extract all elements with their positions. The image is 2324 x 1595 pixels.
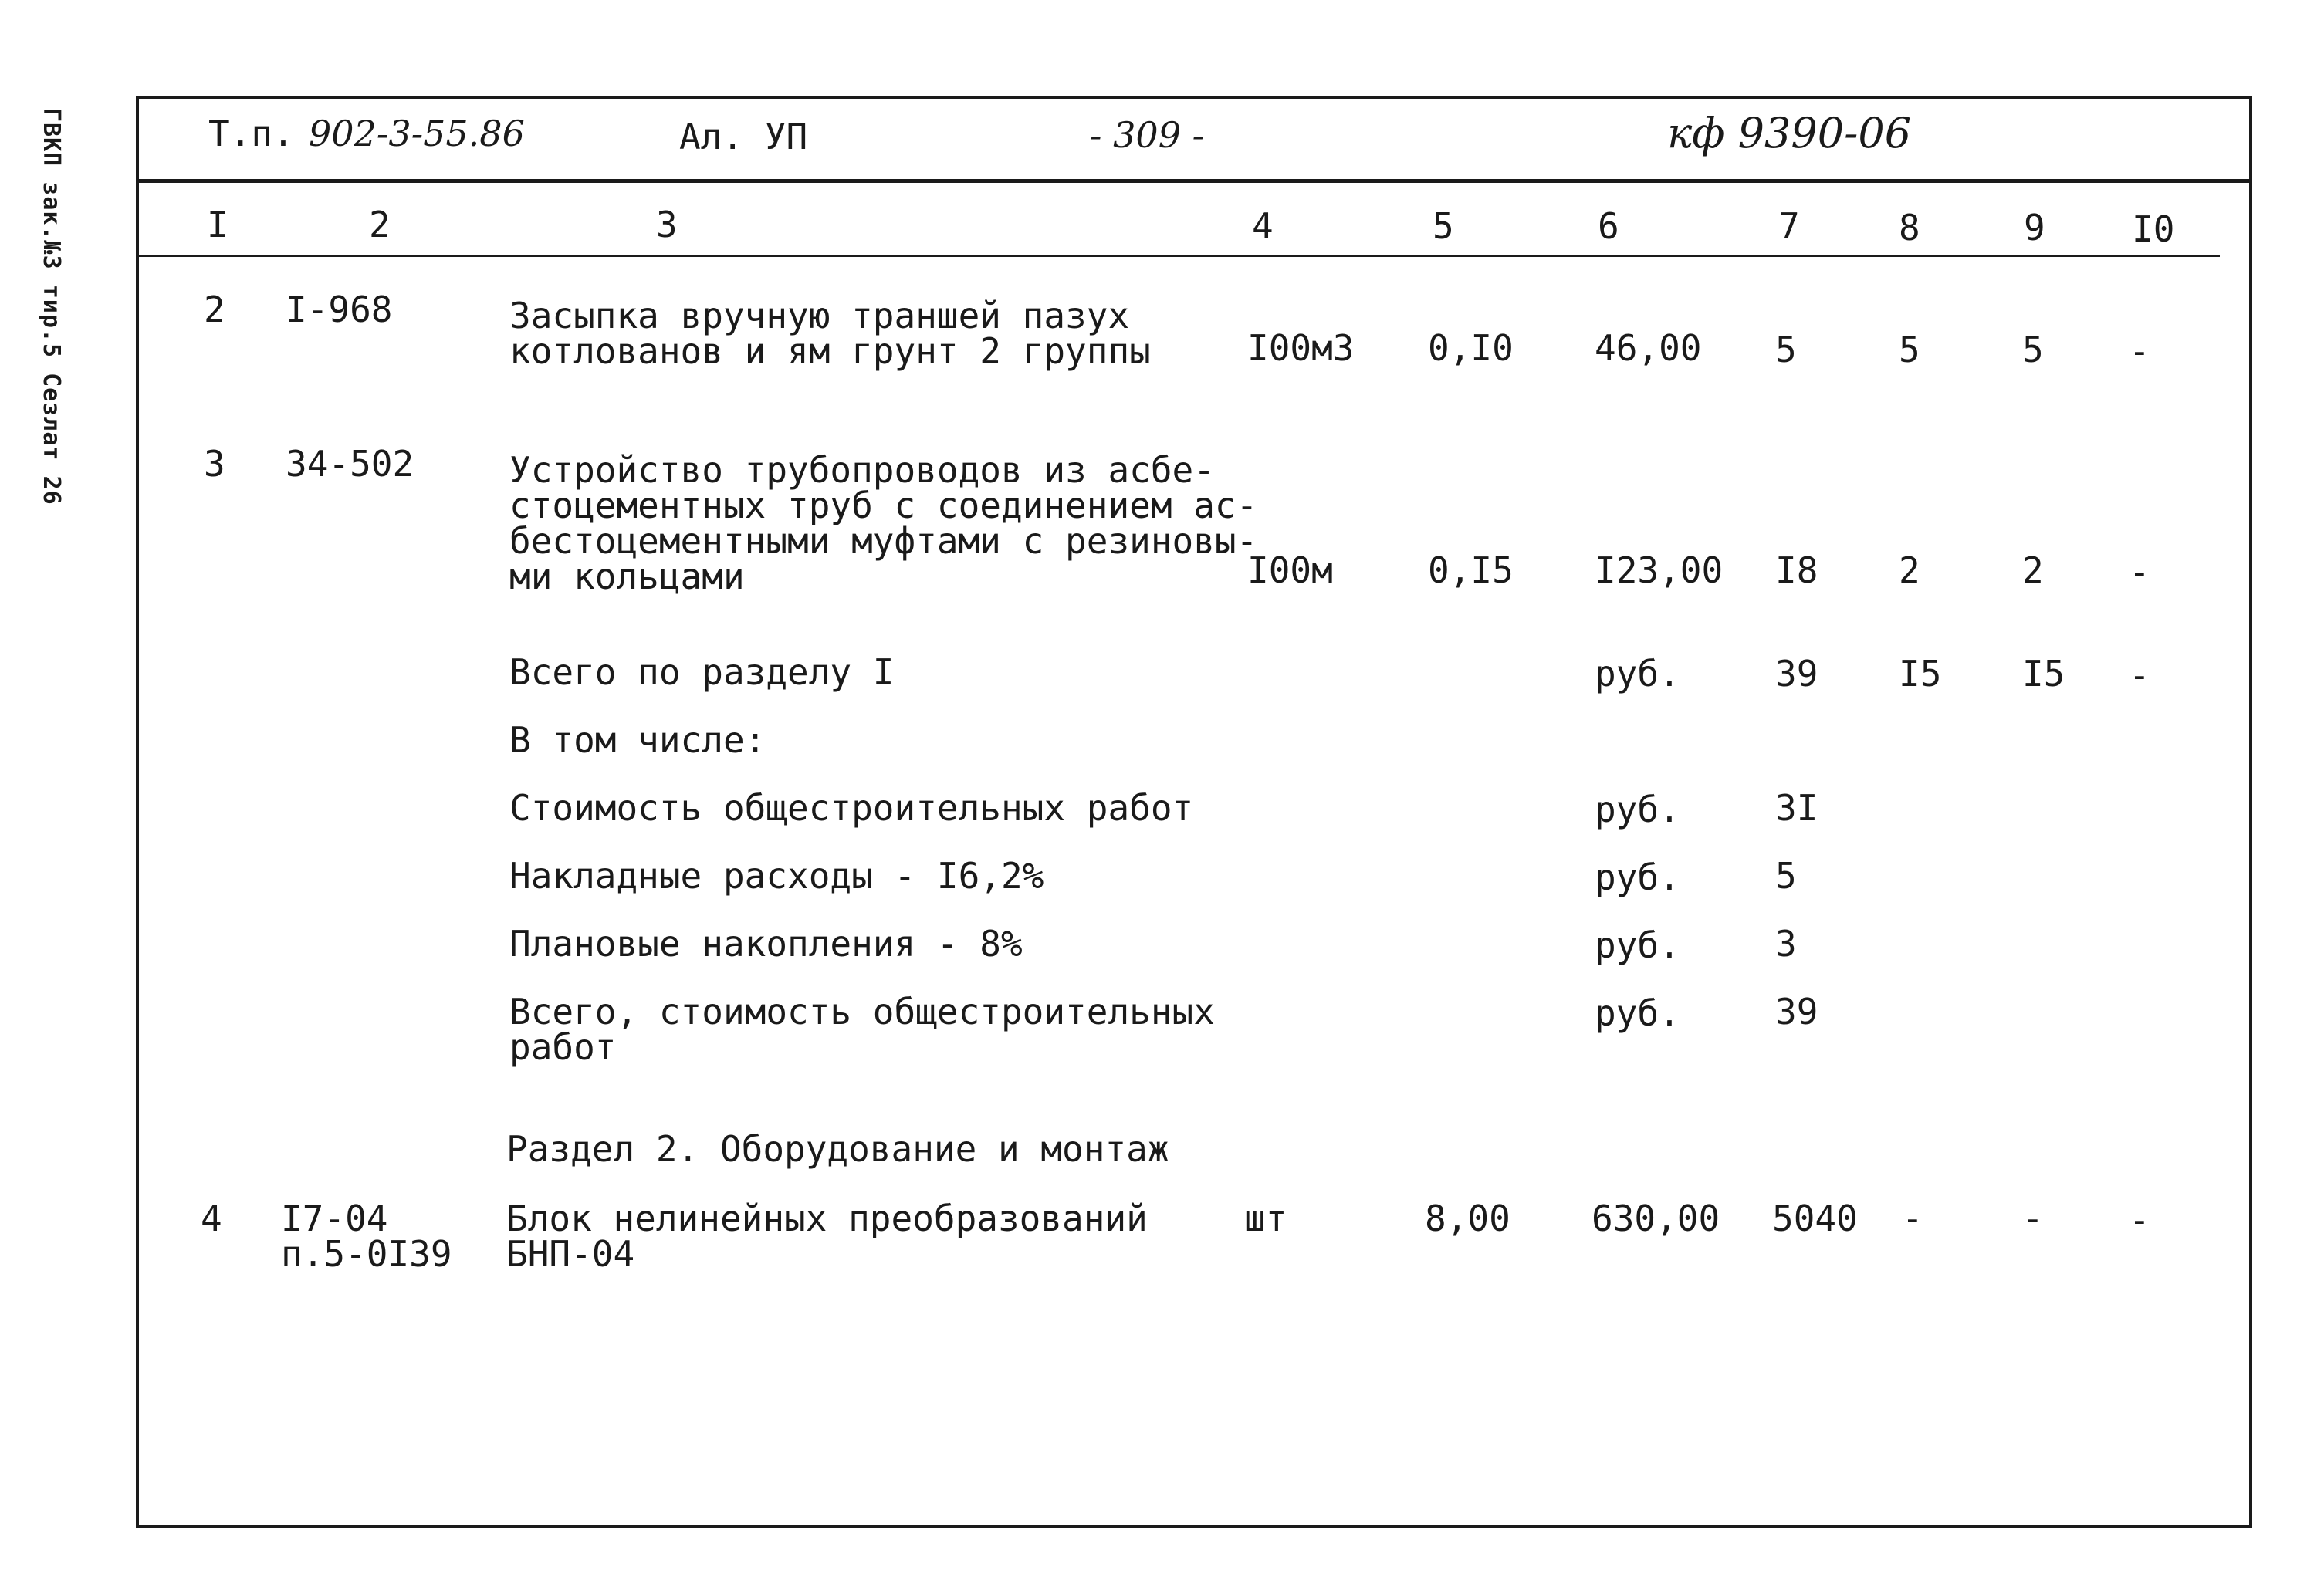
row-1-num: 2 xyxy=(204,289,225,330)
row-2-c7: I8 xyxy=(1775,549,1818,591)
col-num-3: 3 xyxy=(656,204,678,245)
row-2-desc: Устройство трубопроводов из асбе- стоцементных труб с соединением ас- бестоцементными муфтами с резиновы- ми кольцами xyxy=(509,449,1258,597)
row-4-code: I7-04 п.5-0I39 xyxy=(281,1198,452,1275)
row-4-c10: - xyxy=(2129,1199,2150,1241)
section-2-title: Раздел 2. Оборудование и монтаж xyxy=(506,1128,1169,1170)
row-1-unit: I00м3 xyxy=(1247,327,1355,369)
overhead-label: Накладные расходы - I6,2% xyxy=(509,855,1044,897)
col-num-6: 6 xyxy=(1598,205,1619,247)
row-4-c8: - xyxy=(1902,1198,1923,1239)
row-1-qty: 0,I0 xyxy=(1428,327,1514,369)
general-cost-label: Стоимость общестроительных работ xyxy=(509,787,1194,829)
grand-total-unit: руб. xyxy=(1595,992,1680,1034)
overhead-unit: руб. xyxy=(1595,857,1680,898)
row-2-qty: 0,I5 xyxy=(1428,549,1514,591)
section-total-unit: руб. xyxy=(1595,653,1680,694)
row-4-price: 630,00 xyxy=(1592,1198,1720,1239)
row-4-qty: 8,00 xyxy=(1425,1198,1510,1239)
row-1-c10: - xyxy=(2129,330,2150,372)
section-total-label: Всего по разделу I xyxy=(509,651,895,693)
row-4-desc: Блок нелинейных преобразований БНП-04 xyxy=(506,1198,1148,1275)
document-code: кф 9390-06 xyxy=(1667,109,1912,157)
row-1-desc: Засыпка вручную траншей пазух котлованов и ям грунт 2 группы xyxy=(509,295,1151,372)
col-num-10: I0 xyxy=(2132,208,2175,250)
section-total-c7: 39 xyxy=(1775,653,1818,694)
tp-label: Т.п. xyxy=(208,113,294,154)
col-num-8: 8 xyxy=(1899,207,1920,248)
col-num-7: 7 xyxy=(1778,205,1800,247)
planned-unit: руб. xyxy=(1595,924,1680,966)
planned-c7: 3 xyxy=(1775,923,1797,965)
column-number-divider xyxy=(136,255,2220,257)
row-2-price: I23,00 xyxy=(1595,549,1724,591)
row-4-unit: шт xyxy=(1244,1198,1287,1239)
planned-label: Плановые накопления - 8% xyxy=(509,923,1023,965)
row-2-code: 34-502 xyxy=(286,443,414,485)
row-1-code: I-968 xyxy=(286,289,393,330)
grand-total-label: Всего, стоимость общестроительных работ xyxy=(509,991,1215,1068)
row-2-unit: I00м xyxy=(1247,549,1333,591)
album-label: Ал. УП xyxy=(679,116,808,157)
col-num-2: 2 xyxy=(369,204,391,245)
header-divider xyxy=(136,179,2252,183)
row-2-c8: 2 xyxy=(1899,549,1920,591)
general-cost-unit: руб. xyxy=(1595,789,1680,830)
section-total-c10: - xyxy=(2129,654,2150,696)
row-2-c9: 2 xyxy=(2022,549,2044,591)
row-1-c9: 5 xyxy=(2022,329,2044,370)
row-1-c8: 5 xyxy=(1899,329,1920,370)
section-total-c9: I5 xyxy=(2022,653,2065,694)
col-num-9: 9 xyxy=(2024,207,2045,248)
row-1-c7: 5 xyxy=(1775,329,1797,370)
side-stamp-text: ГВКП зак.№3 тир.5 Сезлат 26 xyxy=(38,108,65,505)
col-num-5: 5 xyxy=(1433,205,1454,247)
section-total-c8: I5 xyxy=(1899,653,1942,694)
including-label: В том числе: xyxy=(509,719,766,761)
side-stamp xyxy=(38,108,93,509)
tp-number: 902-3-55.86 xyxy=(309,113,525,154)
row-4-c7: 5040 xyxy=(1772,1198,1858,1239)
col-num-4: 4 xyxy=(1252,205,1274,247)
general-cost-c7: 3I xyxy=(1775,787,1818,829)
row-2-c10: - xyxy=(2129,551,2150,593)
col-num-1: I xyxy=(207,204,228,245)
row-1-price: 46,00 xyxy=(1595,327,1702,369)
row-4-num: 4 xyxy=(201,1198,222,1239)
overhead-c7: 5 xyxy=(1775,855,1797,897)
grand-total-c7: 39 xyxy=(1775,991,1818,1032)
row-2-num: 3 xyxy=(204,443,225,485)
page-number: - 309 - xyxy=(1090,114,1205,156)
row-4-c9: - xyxy=(2022,1198,2044,1239)
page-frame xyxy=(136,96,2252,1528)
